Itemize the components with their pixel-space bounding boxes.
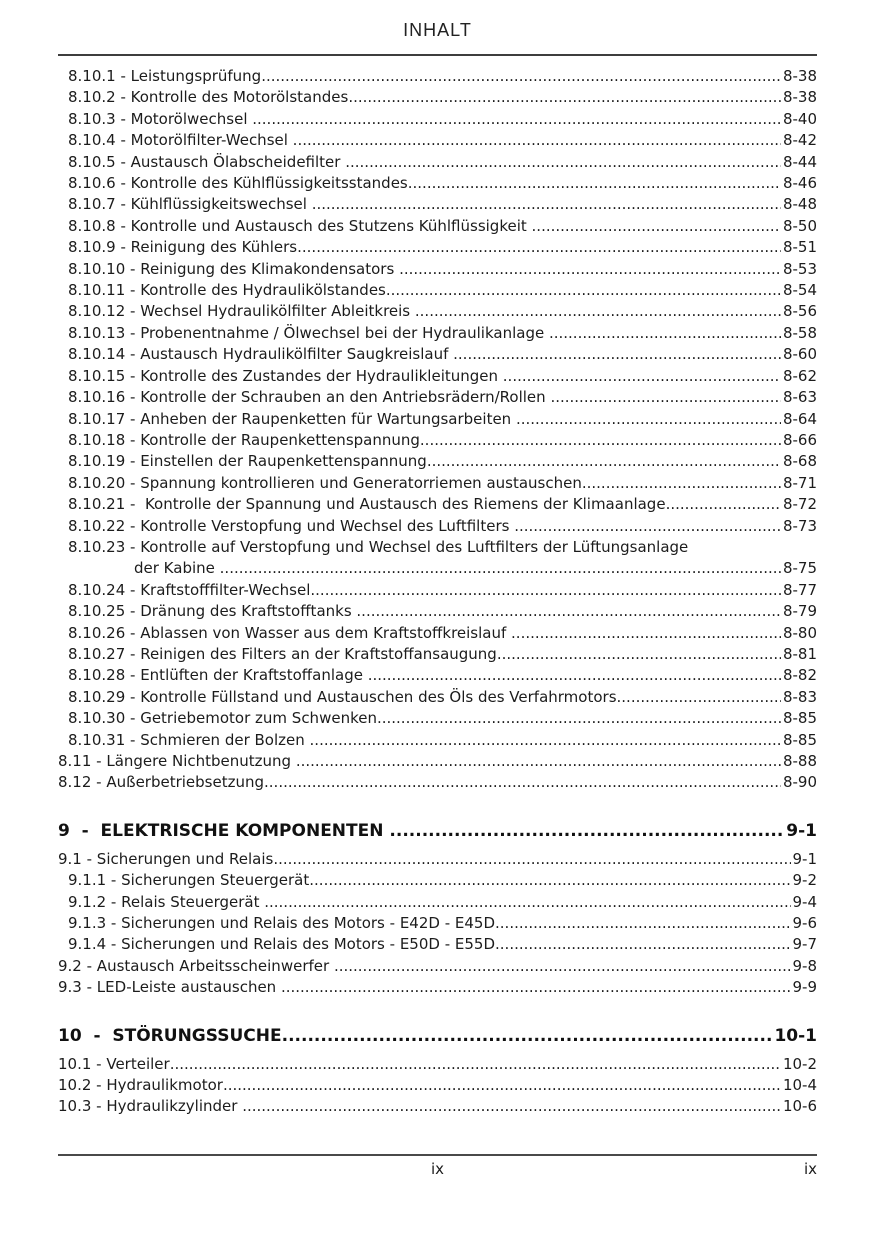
toc-entry-page: 8-51	[782, 238, 817, 257]
toc-entry-label: 8.10.22 - Kontrolle Verstopfung und Wechsel des Luftfilters	[68, 516, 515, 535]
toc-entry	[58, 237, 817, 258]
toc-entry-page: 8-85	[782, 730, 817, 749]
toc-entry-page: 8-75	[782, 559, 817, 578]
toc-leader-dots	[408, 173, 781, 194]
toc-entry	[58, 173, 817, 194]
toc-entry-page: 8-79	[782, 602, 817, 621]
toc-entry-page: 9-8	[792, 956, 817, 975]
toc-entry-page: 8-90	[782, 773, 817, 792]
toc-leader-dots	[427, 451, 781, 472]
toc-entry	[58, 892, 817, 913]
toc-leader-dots	[617, 687, 781, 708]
toc-entry-page: 8-42	[782, 131, 817, 150]
toc-entry-page: 8-63	[782, 388, 817, 407]
toc-entry	[58, 366, 817, 387]
toc-leader-dots	[549, 323, 781, 344]
toc-leader-dots	[420, 430, 781, 451]
toc-entry-label: 8.10.25 - Dränung des Kraftstofftanks	[68, 602, 357, 621]
toc-leader-dots	[273, 849, 790, 870]
toc-leader-dots	[386, 280, 781, 301]
toc-leader-dots	[242, 1096, 781, 1117]
toc-entry-page: 8-77	[782, 580, 817, 599]
toc-entry	[58, 687, 817, 708]
toc-entry	[58, 66, 817, 87]
page-header	[0, 0, 875, 41]
toc-entry-label: 8.10.8 - Kontrolle und Austausch des Stutzens Kühlflüssigkeit	[68, 216, 532, 235]
toc-leader-dots	[550, 387, 781, 408]
toc-entry-page: 8-38	[782, 88, 817, 107]
toc-entry-page: 10-4	[782, 1076, 817, 1095]
toc-entry-label: 8.10.16 - Kontrolle der Schrauben an den Antriebsrädern/Rollen	[68, 388, 551, 407]
toc-entry	[58, 580, 817, 601]
toc-entry-label: 9.1.3 - Sicherungen und Relais des Motors - E42D - E45D	[68, 914, 496, 933]
toc-leader-dots	[377, 708, 781, 729]
toc-leader-dots	[495, 913, 790, 934]
toc-entry	[58, 473, 817, 494]
toc-leader-dots	[293, 130, 781, 151]
toc-entry	[58, 301, 817, 322]
toc-leader-dots	[309, 870, 790, 891]
toc-entry-page: 10-2	[782, 1054, 817, 1073]
toc-leader-dots	[281, 977, 791, 998]
toc-entry	[58, 216, 817, 237]
toc-leader-dots	[296, 751, 781, 772]
toc-leader-dots	[264, 772, 781, 793]
toc-entry-page: 8-81	[782, 644, 817, 663]
toc-entry	[58, 194, 817, 215]
toc-leader-dots	[497, 644, 781, 665]
toc-leader-dots	[532, 216, 781, 237]
toc-entry-page: 8-40	[782, 109, 817, 128]
toc-entry-label: 8.10.17 - Anheben der Raupenketten für Wartungsarbeiten	[68, 409, 516, 428]
toc-entry	[58, 623, 817, 644]
toc-leader-dots	[666, 494, 781, 515]
toc-entry-page: 8-62	[782, 366, 817, 385]
toc-leader-dots	[516, 409, 781, 430]
toc-entry-page: 8-71	[782, 473, 817, 492]
toc-entry-label: 8.12 - Außerbetriebsetzung	[58, 773, 265, 792]
toc-leader-dots	[514, 516, 781, 537]
toc-entry	[58, 665, 817, 686]
toc-entry-label: 8.10.21 - Kontrolle der Spannung und Austausch des Riemens der Klimaanlage	[68, 495, 666, 514]
toc-entry	[58, 494, 817, 515]
toc-entry-page: 8-48	[782, 195, 817, 214]
toc-entry-page: 8-64	[782, 409, 817, 428]
toc-entry-label: 8.10.9 - Reinigung des Kühlers	[68, 238, 298, 257]
toc-leader-dots	[223, 1075, 781, 1096]
toc-entry	[58, 934, 817, 955]
toc-entry	[58, 280, 817, 301]
toc-entry-label: 8.10.5 - Austausch Ölabscheidefilter	[68, 152, 346, 171]
toc-entry-page: 8-82	[782, 666, 817, 685]
toc-entry-page: 8-66	[782, 430, 817, 449]
toc-leader-dots	[503, 366, 781, 387]
toc-entry	[58, 1024, 817, 1049]
toc-entry-page: 8-44	[782, 152, 817, 171]
toc-entry-label: 10 - STÖRUNGSSUCHE	[58, 1025, 282, 1046]
toc-leader-dots	[334, 956, 791, 977]
toc-entry-label: 8.10.23 - Kontrolle auf Verstopfung und Wechsel des Luftfilters der Lüftungsanlage	[68, 537, 689, 556]
toc-leader-dots	[264, 892, 790, 913]
toc-leader-dots	[220, 558, 781, 579]
toc-entry-label: 10.2 - Hydraulikmotor	[58, 1076, 223, 1095]
toc-leader-dots	[368, 665, 781, 686]
toc-leader-dots	[282, 1024, 773, 1049]
toc-leader-dots	[389, 819, 784, 844]
toc-entry-page: 8-68	[782, 452, 817, 471]
toc-entry-page: 9-4	[792, 892, 817, 911]
toc-entry-page: 9-9	[792, 978, 817, 997]
footer-page-number-center: ix	[430, 1159, 445, 1178]
toc-entry-label: 10.3 - Hydraulikzylinder	[58, 1097, 243, 1116]
toc-entry-label: 9.1 - Sicherungen und Relais	[58, 849, 274, 868]
toc-entry	[58, 772, 817, 793]
toc-entry	[58, 849, 817, 870]
toc-entry	[58, 977, 817, 998]
toc-list	[58, 66, 817, 1118]
toc-entry-label: 8.10.12 - Wechsel Hydraulikölfilter Ableitkreis	[68, 302, 415, 321]
toc-leader-dots	[252, 109, 781, 130]
toc-entry-page: 8-58	[782, 323, 817, 342]
toc-entry-label: 8.10.31 - Schmieren der Bolzen	[68, 730, 310, 749]
toc-entry-label: 8.10.18 - Kontrolle der Raupenkettenspannung	[68, 430, 420, 449]
toc-entry-label: 8.10.27 - Reinigen des Filters an der Kraftstoffansaugung	[68, 644, 497, 663]
toc-leader-dots	[495, 934, 790, 955]
toc-entry-label: 8.10.24 - Kraftstofffilter-Wechsel	[68, 580, 311, 599]
toc-entry	[58, 870, 817, 891]
toc-entry-page: 9-1	[792, 849, 817, 868]
toc-entry	[58, 730, 817, 751]
toc-entry	[58, 152, 817, 173]
toc-entry	[58, 516, 817, 537]
toc-leader-dots	[356, 601, 781, 622]
toc-entry-page: 8-72	[782, 495, 817, 514]
toc-entry-page: 8-56	[782, 302, 817, 321]
toc-entry	[58, 409, 817, 430]
toc-entry-label: 8.10.13 - Probenentnahme / Ölwechsel bei der Hydraulikanlage	[68, 323, 549, 342]
toc-entry-page: 8-46	[782, 174, 817, 193]
top-rule	[58, 54, 817, 56]
toc-entry	[58, 259, 817, 280]
toc-entry-page: 9-2	[792, 871, 817, 890]
toc-entry-label: 8.10.19 - Einstellen der Raupenkettenspannung	[68, 452, 427, 471]
toc-entry-page: 10-1	[774, 1025, 817, 1046]
toc-leader-dots	[170, 1054, 781, 1075]
toc-entry	[58, 708, 817, 729]
toc-entry-page: 8-85	[782, 709, 817, 728]
toc-entry-label: 9.2 - Austausch Arbeitsscheinwerfer	[58, 956, 334, 975]
toc-leader-dots	[511, 623, 781, 644]
toc-entry-page: 8-53	[782, 259, 817, 278]
toc-entry	[58, 451, 817, 472]
toc-entry-label: 8.10.29 - Kontrolle Füllstand und Austauschen des Öls des Verfahrmotors	[68, 687, 617, 706]
toc-entry-label: 8.10.6 - Kontrolle des Kühlflüssigkeitsstandes	[68, 174, 408, 193]
toc-entry	[58, 87, 817, 108]
toc-entry-label: 9.3 - LED-Leiste austauschen	[58, 978, 281, 997]
toc-entry-label: 10.1 - Verteiler	[58, 1054, 170, 1073]
toc-entry-label: 8.11 - Längere Nichtbenutzung	[58, 752, 296, 770]
page-title: INHALT	[403, 20, 472, 40]
toc-entry	[58, 130, 817, 151]
toc-entry	[58, 913, 817, 934]
toc-entry-label: 9 - ELEKTRISCHE KOMPONENTEN	[58, 820, 390, 841]
toc-entry-page: 8-80	[782, 623, 817, 642]
toc-leader-dots	[297, 237, 781, 258]
toc-entry-label: 8.10.20 - Spannung kontrollieren und Generatorriemen austauschen	[68, 473, 582, 492]
toc-entry-page: 8-50	[782, 216, 817, 235]
toc-entry-page: 8-38	[782, 67, 817, 85]
toc-leader-dots	[312, 194, 781, 215]
toc-entry	[58, 1054, 817, 1075]
toc-leader-dots	[415, 301, 781, 322]
toc-entry	[58, 344, 817, 365]
toc-entry	[58, 537, 817, 558]
toc-entry-label: der Kabine	[134, 559, 220, 578]
toc-entry	[58, 751, 817, 772]
toc-leader-dots	[310, 730, 781, 751]
footer-page-number-right: ix	[803, 1159, 817, 1178]
toc-entry-page: 9-1	[786, 820, 817, 841]
toc-entry-label: 8.10.10 - Reinigung des Klimakondensators	[68, 259, 400, 278]
toc-entry	[58, 601, 817, 622]
toc-entry-page: 8-83	[782, 687, 817, 706]
toc-entry-label: 8.10.1 - Leistungsprüfung	[68, 67, 262, 85]
toc-entry	[58, 387, 817, 408]
toc-entry-label: 8.10.15 - Kontrolle des Zustandes der Hydraulikleitungen	[68, 366, 503, 385]
toc-entry-page: 8-88	[782, 752, 817, 770]
toc-entry-page: 9-7	[792, 935, 817, 954]
toc-entry-label: 9.1.1 - Sicherungen Steuergerät	[68, 871, 310, 890]
toc-entry-label: 8.10.2 - Kontrolle des Motorölstandes	[68, 88, 349, 107]
toc-entry	[58, 109, 817, 130]
toc-entry-label: 8.10.7 - Kühlflüssigkeitswechsel	[68, 195, 312, 214]
toc-entry-page: 10-6	[782, 1097, 817, 1116]
toc-entry	[58, 1075, 817, 1096]
toc-entry	[58, 644, 817, 665]
toc-entry-label: 8.10.28 - Entlüften der Kraftstoffanlage	[68, 666, 368, 685]
toc-entry-page: 9-6	[792, 914, 817, 933]
toc-entry-page: 8-73	[782, 516, 817, 535]
toc-leader-dots	[348, 87, 781, 108]
toc-entry-label: 8.10.26 - Ablassen von Wasser aus dem Kraftstoffkreislauf	[68, 623, 512, 642]
toc-leader-dots	[261, 66, 781, 87]
toc-entry	[58, 819, 817, 844]
footer-rule	[58, 1154, 817, 1156]
toc-entry	[58, 430, 817, 451]
toc-entry-label: 8.10.30 - Getriebemotor zum Schwenken	[68, 709, 377, 728]
page-footer	[58, 1158, 817, 1180]
toc-leader-dots	[582, 473, 781, 494]
toc-entry	[58, 323, 817, 344]
toc-entry-label: 8.10.4 - Motorölfilter-Wechsel	[68, 131, 293, 150]
toc-leader-dots	[399, 259, 781, 280]
toc-entry	[58, 956, 817, 977]
toc-entry-label: 9.1.4 - Sicherungen und Relais des Motors - E50D - E55D	[68, 935, 496, 954]
toc-entry-page: 8-60	[782, 345, 817, 364]
toc-leader-dots	[345, 152, 781, 173]
toc-leader-dots	[310, 580, 781, 601]
toc-leader-dots	[453, 344, 781, 365]
toc-entry-page: 8-54	[782, 281, 817, 300]
toc-entry-label: 8.10.11 - Kontrolle des Hydraulikölstandes	[68, 281, 386, 300]
toc-entry-label: 8.10.3 - Motorölwechsel	[68, 109, 253, 128]
toc-entry	[58, 1096, 817, 1117]
toc-entry-label: 8.10.14 - Austausch Hydraulikölfilter Saugkreislauf	[68, 345, 454, 364]
toc-entry-label: 9.1.2 - Relais Steuergerät	[68, 892, 265, 911]
toc-entry	[58, 558, 817, 579]
